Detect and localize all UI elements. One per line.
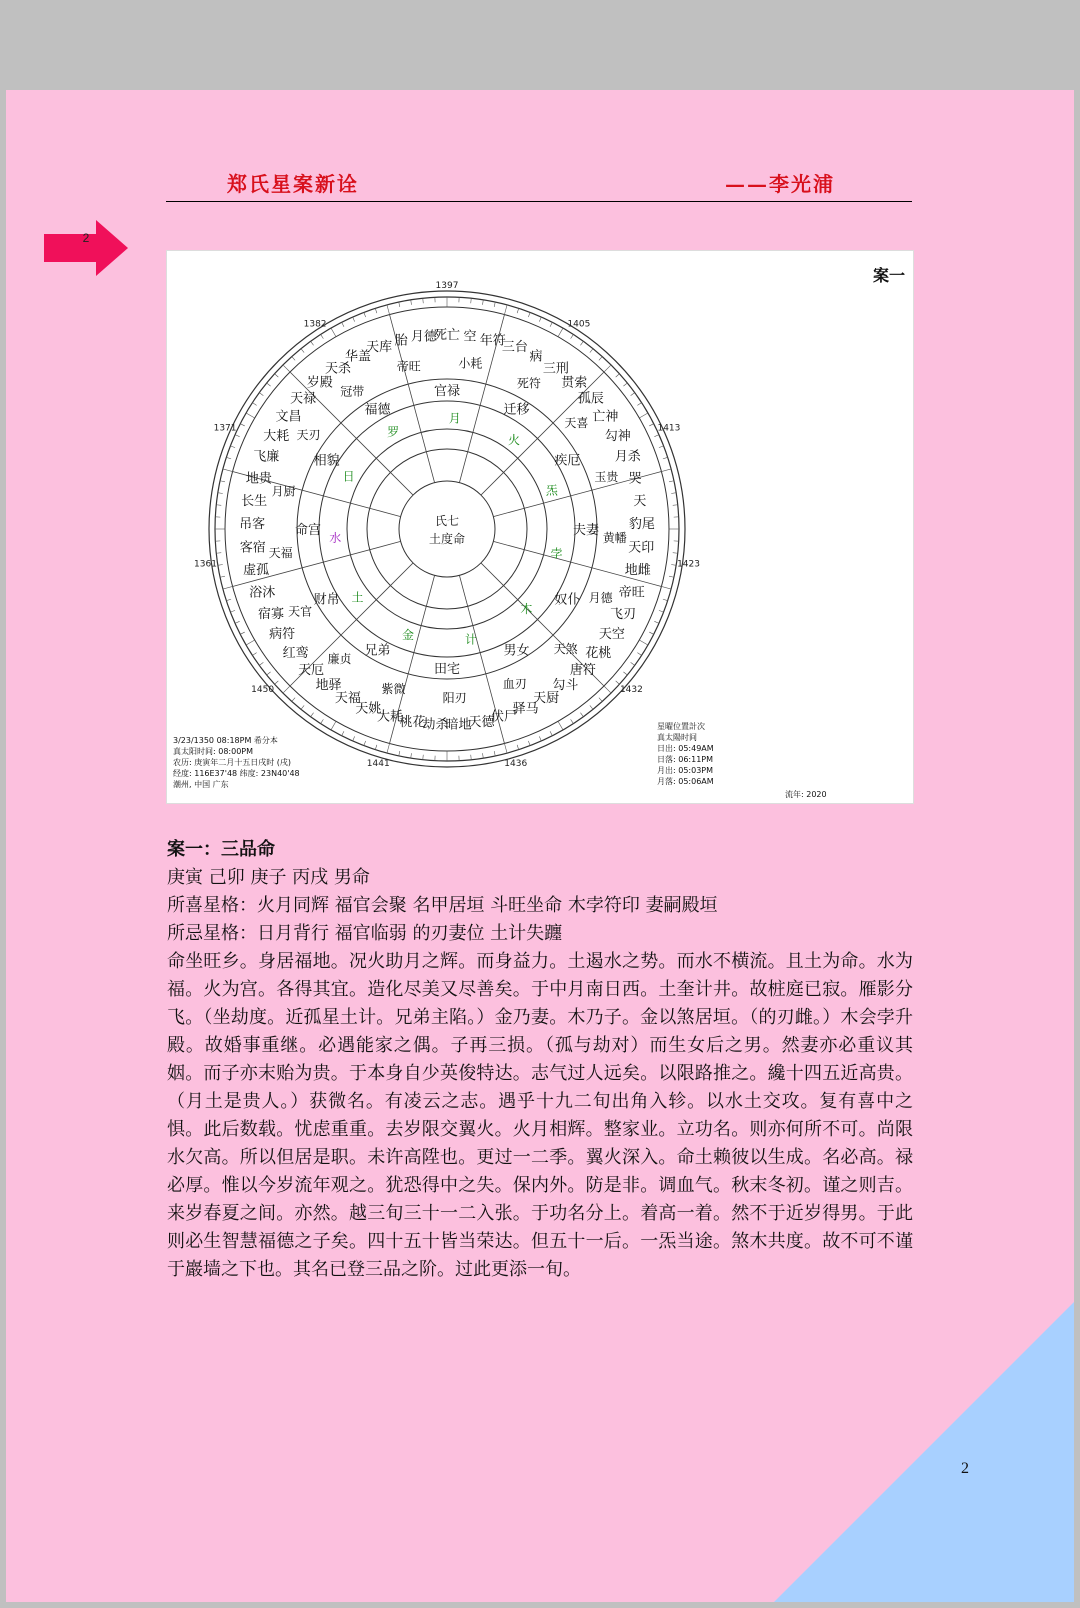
middle-star-label: 天福 [268, 546, 293, 561]
scale-tick [604, 365, 611, 372]
scale-tick [267, 383, 271, 386]
outer-star-label: 天厨 [533, 690, 560, 706]
scale-tick [539, 736, 541, 741]
scale-tick [663, 457, 668, 459]
horoscope-wheel [167, 251, 913, 803]
astro-info-line: 月落: 05:06AM [657, 777, 714, 786]
outer-star-label: 月杀 [614, 449, 641, 465]
outer-star-label: 天福 [334, 690, 361, 706]
outer-star-label: 勾斗 [552, 677, 579, 693]
outer-star-label: 三刑 [542, 361, 569, 377]
planet-label: 木 [520, 602, 533, 617]
scale-tick [283, 686, 290, 693]
scale-tick [240, 424, 244, 426]
middle-star-label: 天煞 [553, 641, 578, 656]
outer-star-label: 虚孤 [243, 563, 270, 579]
scale-tick [275, 374, 279, 377]
outer-star-label: 死亡 [433, 328, 461, 343]
outer-star-label: 天库 [366, 340, 393, 356]
middle-star-label: 天刃 [296, 427, 321, 442]
outer-star-label: 天德 [468, 714, 495, 730]
outer-star-label: 三台 [501, 340, 528, 356]
scale-tick [240, 632, 244, 634]
scale-tick [580, 341, 583, 345]
scale-tick [235, 621, 240, 623]
outer-star-label: 帝旺 [618, 585, 645, 601]
scale-tick [590, 349, 593, 353]
scale-tick [301, 349, 304, 353]
scale-tick [267, 672, 271, 675]
degree-label: 1441 [366, 759, 390, 770]
astro-info-line: 真太陽时间 [657, 733, 697, 742]
outer-star-label: 红鸾 [282, 645, 309, 661]
case-bazi: 庚寅 己卯 庚子 丙戌 男命 [167, 867, 370, 888]
header-rule [166, 201, 912, 202]
scale-tick [331, 328, 336, 337]
house-label: 夫妻 [572, 523, 600, 538]
outer-star-label: 大耗 [263, 428, 290, 444]
planet-label: 孛 [550, 546, 563, 561]
scale-tick [631, 393, 635, 396]
planet-label: 土 [351, 590, 364, 605]
outer-star-label: 地贵 [245, 471, 272, 487]
scale-tick [590, 705, 593, 709]
scale-tick [580, 713, 583, 717]
scale-tick [637, 653, 641, 656]
outer-star-label: 暗地 [445, 717, 472, 733]
scale-tick [353, 317, 355, 322]
planet-label: 金 [402, 628, 415, 643]
case-content [167, 836, 913, 1284]
scale-tick [311, 341, 314, 345]
scale-tick [230, 446, 235, 448]
author-name: ——李光浦 [725, 172, 835, 196]
degree-label: 1397 [435, 281, 459, 291]
house-label: 迁移 [503, 402, 530, 418]
planet-label: 计 [464, 632, 477, 647]
outer-star-label: 劫杀 [422, 717, 449, 733]
scale-tick [639, 640, 648, 645]
outer-star-label: 病 [529, 349, 543, 365]
scale-tick [235, 435, 240, 437]
outer-star-label: 驿马 [512, 701, 539, 717]
scale-tick [637, 403, 641, 406]
outer-star-label: 孤辰 [577, 391, 604, 407]
house-label: 疾厄 [554, 453, 581, 469]
scale-tick [321, 334, 324, 338]
corner-triangle [774, 1302, 1074, 1602]
scale-tick [654, 621, 659, 623]
scale-tick [604, 686, 611, 693]
house-label: 福德 [364, 402, 391, 418]
scale-tick [616, 374, 620, 377]
outer-star-label: 天禄 [290, 391, 317, 407]
outer-star-label: 长生 [241, 494, 268, 510]
degree-label: 1436 [504, 759, 528, 770]
outer-star-label: 文昌 [275, 409, 302, 425]
scale-tick [423, 755, 424, 760]
horoscope-chart [166, 250, 914, 804]
degree-label: 1413 [657, 423, 681, 434]
scale-tick [353, 736, 355, 741]
outer-star-label: 宿寡 [257, 606, 284, 622]
outer-star-label: 亡神 [592, 409, 619, 425]
page [6, 90, 1074, 1602]
scale-tick [218, 493, 223, 494]
degree-label: 1382 [303, 319, 327, 330]
scale-tick [321, 719, 324, 723]
scale-tick [673, 553, 678, 554]
scale-tick [216, 505, 221, 506]
scale-tick [259, 393, 263, 396]
scale-tick [218, 565, 223, 566]
scale-tick [671, 493, 676, 494]
scale-tick [301, 705, 304, 709]
planet-label: 罗 [387, 424, 400, 439]
scale-tick [292, 698, 295, 702]
middle-star-label: 天官 [288, 604, 313, 619]
scale-tick [331, 721, 336, 730]
scale-tick [411, 300, 412, 305]
scale-tick [517, 745, 519, 750]
middle-star-label: 血刃 [502, 676, 527, 691]
birth-info-line: 3/23/1350 08:18PM 希分本 [173, 736, 278, 745]
scale-tick [494, 751, 495, 756]
house-label: 奴仆 [554, 592, 581, 608]
scale-tick [550, 731, 552, 735]
outer-star-label: 天印 [628, 540, 655, 556]
scale-tick [558, 721, 563, 730]
house-label: 官禄 [433, 384, 461, 399]
outer-star-label: 地雌 [624, 563, 651, 579]
scale-tick [639, 413, 648, 418]
scale-tick [571, 719, 574, 723]
book-title: 郑氏星案新诠 [227, 172, 359, 196]
planet-label: 水 [329, 531, 342, 546]
scale-tick [275, 681, 279, 684]
outer-star-label: 吊客 [239, 517, 266, 533]
scale-tick [599, 357, 602, 361]
scale-tick [342, 731, 344, 735]
scale-tick [220, 576, 225, 577]
house-label: 命宫 [294, 523, 322, 538]
birth-info-line: 真太阳时间: 08:00PM [173, 747, 254, 756]
scale-tick [483, 753, 484, 758]
middle-star-label: 玉贵 [594, 469, 619, 484]
scale-tick [659, 446, 664, 448]
astro-info-line: 日落: 06:11PM [657, 755, 714, 764]
outer-star-label: 病符 [269, 627, 296, 643]
middle-star-label: 月厨 [271, 484, 296, 499]
outer-star-label: 华盖 [344, 349, 371, 365]
outer-star-label: 勾神 [604, 428, 631, 444]
scale-tick [226, 599, 231, 601]
degree-label: 1361 [194, 559, 217, 570]
degree-label: 1371 [213, 423, 237, 434]
scale-tick [571, 334, 574, 338]
case-analysis: 命坐旺乡。身居福地。况火助月之辉。而身益力。土遏水之势。而水不横流。且土为命。水为福。火为宫。各得其宜。造化尽美又尽善矣。于中月南日西。土奎计井。故桩庭已寂。雁影分飞。（坐劫度。近孤星土计。兄弟主陷。）金乃妻。木乃子。金以煞居垣。（的刃雌。）木会孛升殿。故婚事重继。必遇能家之偶。子再三损。（孤与劫对）而生女后之男。然妻亦必重议其姻。而子亦末贻为贵。于本身自少英俊特达。志气过人远矣。以限路推之。纔十四五近高贵。（月土是贵人。）获微名。有凌云之志。遇乎十九二旬出角入轸。以水土交攻。复有喜中之惧。此后数载。忧虑重重。去岁限交翼火。火月相辉。整家业。立功名。则亦何所不可。尚限水欠高。所以但居是职。未许高陞也。更过一二季。翼火深入。命土赖彼以生成。名必高。禄必厚。惟以今岁流年观之。犹恐得中之失。保内外。防是非。调血气。秋末冬初。谨之则吉。来岁春夏之间。亦然。越三旬三十一二入张。于功名分上。着高一着。然不于近岁得男。于此则必生智慧福德之子矣。四十五十皆当荣达。但五十一后。一炁当途。煞木共度。故不可不谨于巖墙之下也。其名已登三品之阶。过此更添一旬。 [167, 951, 913, 1280]
outer-star-label: 哭 [628, 471, 642, 487]
outer-star-label: 桃花 [399, 714, 426, 730]
middle-star-label: 天喜 [564, 415, 589, 430]
house-label: 兄弟 [364, 643, 391, 659]
outer-star-label: 唐符 [569, 662, 596, 678]
astro-info-line: 月出: 05:03PM [657, 766, 714, 775]
scale-tick [246, 640, 255, 645]
favorable-patterns: 所喜星格：火月同辉 福官会聚 名甲居垣 斗旺坐命 木孛符印 妻嗣殿垣 [167, 895, 718, 916]
birth-info-line: 潮州, 中国 广东 [173, 780, 229, 789]
outer-star-label: 年符 [479, 333, 506, 349]
degree-label: 1432 [619, 684, 643, 695]
scale-tick [259, 662, 263, 665]
case-tag: 案一 [872, 266, 906, 285]
astro-info-line: 星曜位置計次 [657, 722, 705, 731]
scale-tick [252, 403, 256, 406]
planet-label: 火 [507, 433, 520, 448]
scale-tick [649, 632, 653, 634]
scale-tick [631, 662, 635, 665]
page-marker-label: 2 [82, 231, 90, 245]
middle-star-label: 阳刃 [442, 690, 467, 705]
outer-star-label: 伏尸 [490, 709, 517, 725]
scale-tick [364, 741, 366, 746]
middle-star-label: 帝旺 [396, 359, 421, 374]
unfavorable-patterns: 所忌星格：日月背行 福官临弱 的刃妻位 土计失躔 [167, 923, 563, 944]
scale-tick [292, 357, 295, 361]
outer-star-label: 飞刃 [610, 606, 637, 622]
ring-circle [399, 481, 495, 577]
center-label-line2: 土度命 [428, 532, 466, 546]
scale-tick [246, 413, 255, 418]
degree-label: 1423 [677, 559, 700, 570]
page-marker-arrow-icon [44, 220, 128, 276]
outer-star-label: 空 [463, 329, 477, 345]
outer-star-label: 花桃 [585, 645, 612, 661]
year-label: 流年: 2020 [785, 790, 827, 799]
outer-star-label: 天杀 [325, 361, 352, 377]
scale-tick [504, 743, 507, 753]
scale-tick [623, 672, 627, 675]
outer-star-label: 飞廉 [253, 449, 280, 465]
middle-star-label: 紫微 [381, 682, 406, 697]
outer-star-label: 天厄 [298, 662, 325, 678]
scale-tick [364, 312, 366, 317]
middle-star-label: 死符 [516, 376, 541, 391]
outer-star-label: 浴沐 [249, 585, 276, 601]
house-label: 男女 [503, 643, 530, 659]
scale-tick [671, 565, 676, 566]
middle-star-label: 黄幡 [602, 530, 627, 545]
outer-star-label: 客宿 [239, 540, 266, 556]
scale-tick [623, 383, 627, 386]
scale-tick [494, 302, 495, 307]
scale-tick [558, 328, 563, 337]
page-number: 2 [961, 1460, 969, 1477]
scale-tick [661, 469, 671, 472]
scale-tick [517, 308, 519, 313]
outer-star-label: 大耗 [377, 709, 404, 725]
scale-tick [342, 322, 344, 326]
scale-tick [483, 300, 484, 305]
planet-label: 日 [342, 469, 355, 484]
scale-tick [387, 305, 390, 315]
scale-tick [659, 610, 664, 612]
scale-tick [216, 553, 221, 554]
scale-tick [423, 298, 424, 303]
scale-tick [528, 741, 530, 746]
scale-tick [661, 586, 671, 589]
scale-tick [230, 610, 235, 612]
house-label: 财帛 [313, 592, 340, 608]
middle-star-label: 冠带 [340, 384, 365, 399]
scale-tick [654, 435, 659, 437]
planet-label: 月 [448, 411, 461, 426]
scale-tick [311, 713, 314, 717]
house-label: 相貌 [313, 453, 340, 469]
scale-tick [399, 751, 400, 756]
outer-star-label: 岁殿 [306, 375, 333, 391]
middle-star-label: 月德 [588, 591, 613, 606]
case-title: 案一：三品命 [167, 839, 275, 860]
scale-tick [649, 424, 653, 426]
scale-tick [663, 599, 668, 601]
scale-tick [471, 298, 472, 303]
scale-tick [226, 457, 231, 459]
house-label: 田宅 [433, 662, 461, 677]
scale-tick [375, 745, 377, 750]
scale-tick [528, 312, 530, 317]
scale-tick [283, 365, 290, 372]
middle-star-label: 廉贞 [327, 652, 352, 667]
scale-tick [616, 681, 620, 684]
outer-star-label: 胎 [394, 333, 408, 349]
scale-tick [411, 753, 412, 758]
degree-label: 1450 [251, 684, 275, 695]
scale-tick [504, 305, 507, 315]
outer-star-label: 天姚 [355, 701, 382, 717]
scale-tick [550, 322, 552, 326]
scale-tick [387, 743, 390, 753]
outer-star-label: 天 [633, 494, 647, 510]
scale-tick [399, 302, 400, 307]
scale-tick [223, 586, 233, 589]
scale-tick [375, 308, 377, 313]
scale-tick [669, 576, 674, 577]
scale-tick [471, 755, 472, 760]
scale-tick [220, 481, 225, 482]
planet-label: 炁 [545, 483, 558, 498]
scale-tick [669, 481, 674, 482]
birth-info-line: 经度: 116E37'48 纬度: 23N40'48 [173, 769, 300, 778]
scale-tick [673, 505, 678, 506]
scale-tick [599, 698, 602, 702]
outer-star-label: 贯索 [561, 375, 588, 391]
middle-star-label: 小耗 [458, 356, 483, 371]
birth-info-line: 农历: 庚寅年二月十五日戌时 (戌) [173, 758, 292, 767]
outer-star-label: 豹尾 [628, 517, 655, 533]
degree-label: 1405 [567, 319, 591, 330]
outer-star-label: 地驿 [315, 677, 342, 693]
scale-tick [223, 469, 233, 472]
outer-star-label: 天空 [598, 627, 625, 643]
astro-info-line: 日出: 05:49AM [657, 744, 714, 753]
scale-tick [252, 653, 256, 656]
center-label-line1: 氏七 [434, 514, 460, 528]
outer-star-label: 月德 [410, 329, 437, 345]
scale-tick [539, 317, 541, 322]
